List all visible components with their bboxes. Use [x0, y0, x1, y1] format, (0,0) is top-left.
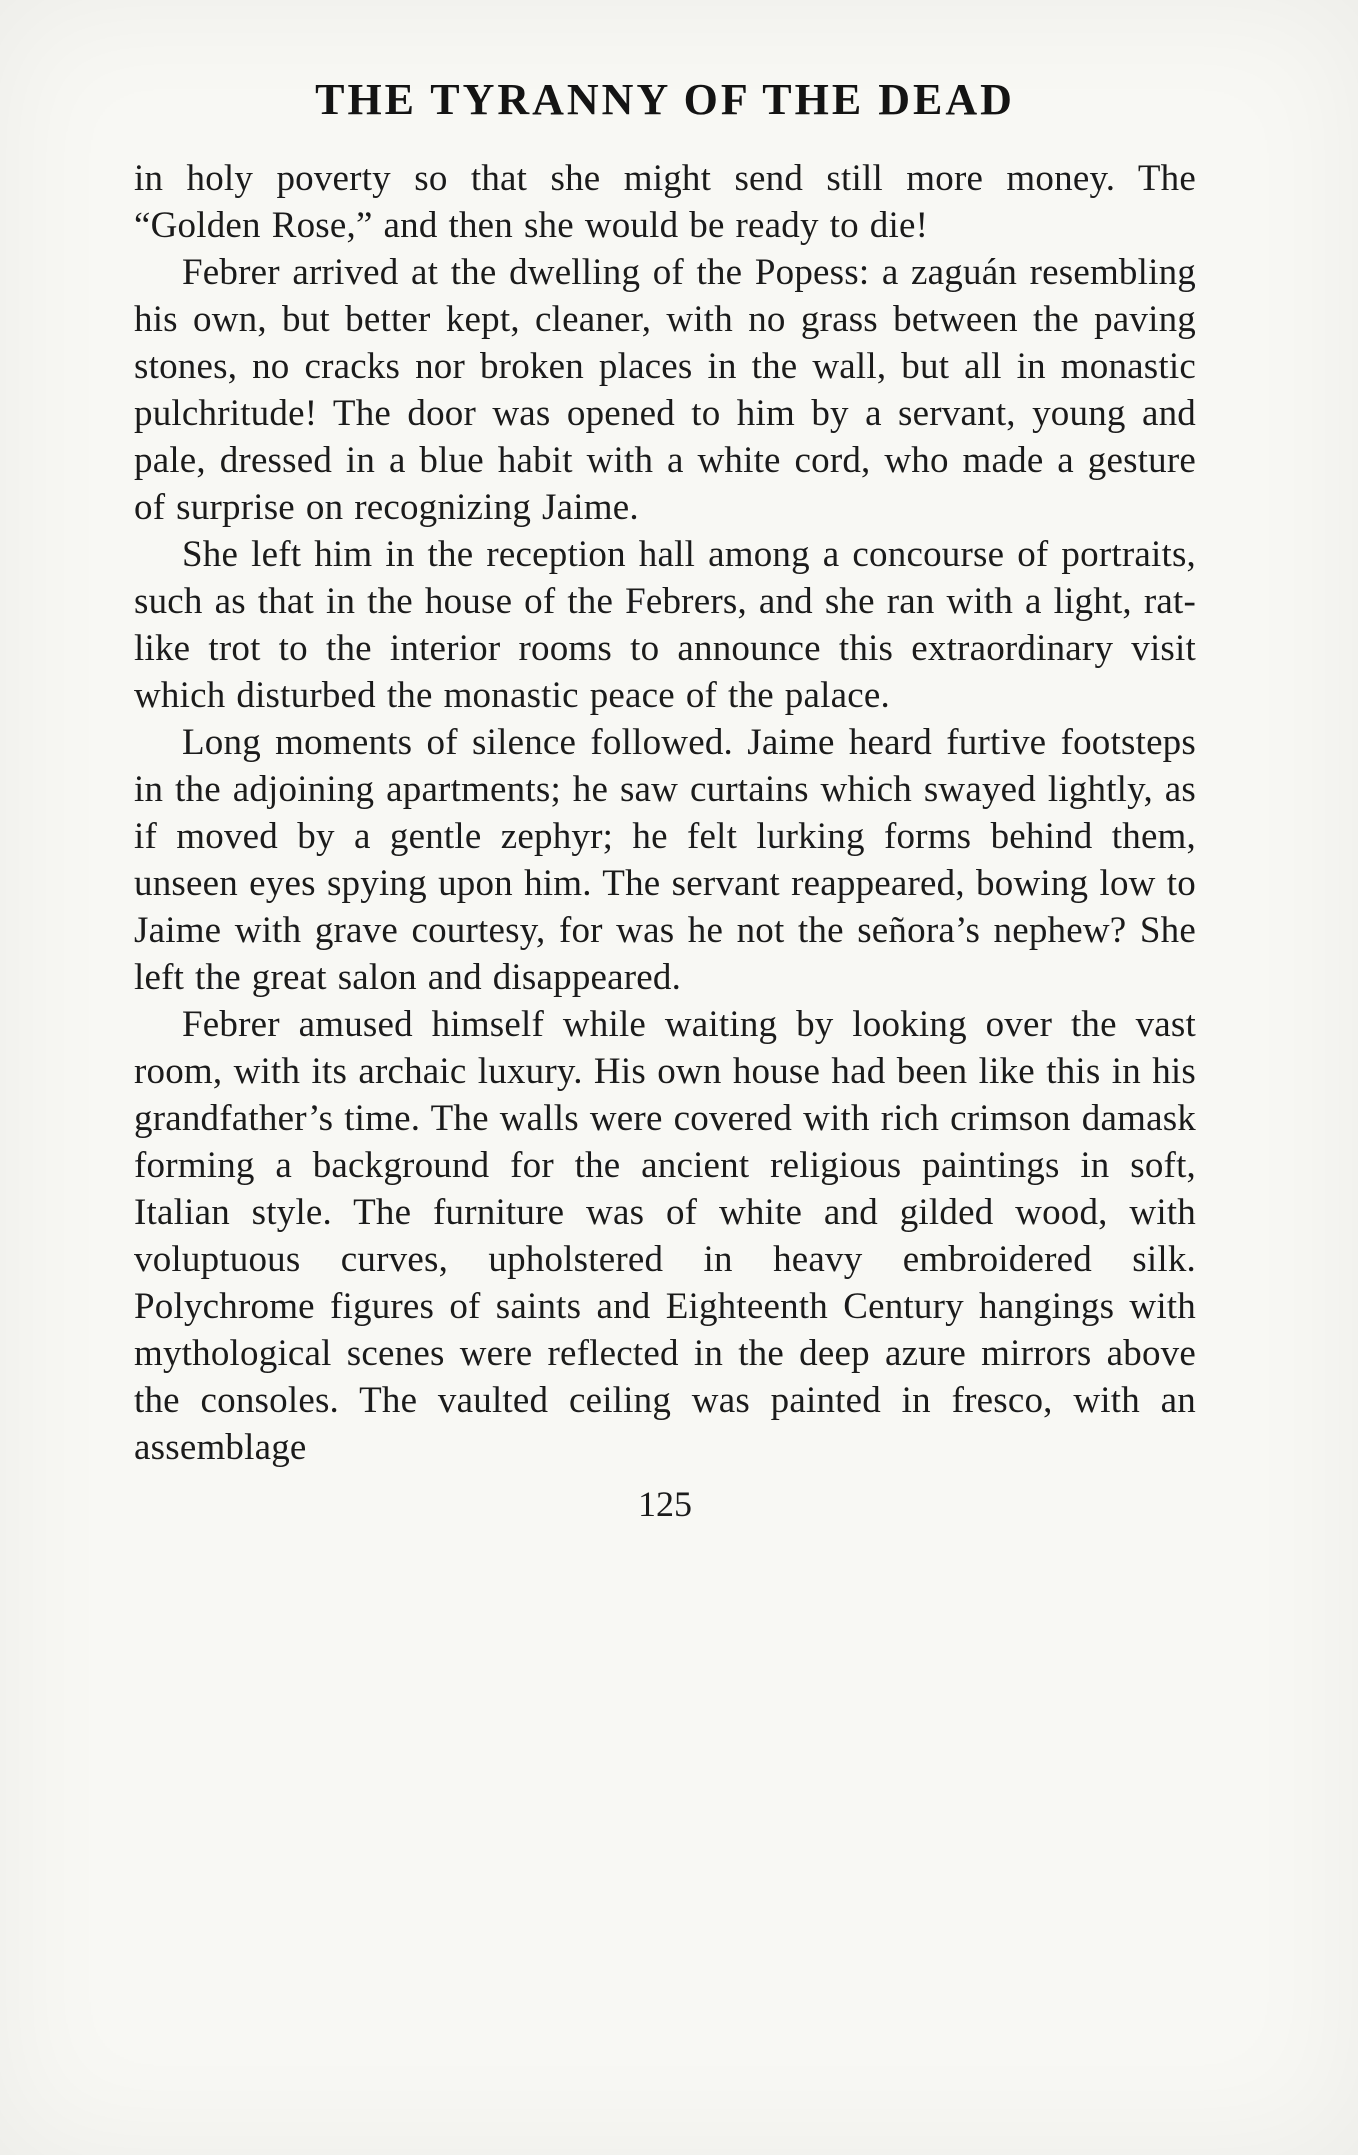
paragraph: in holy poverty so that she might send still more money. The “Golden Rose,” and then she would be ready to die!: [134, 158, 1196, 246]
text-column: [134, 74, 1196, 1525]
paragraph: Febrer amused himself while waiting by looking over the vast room, with its archaic luxury. His own house had been like this in his grandfather’s time. The walls were covered with rich crimson damask forming a background for the ancient religious paintings in soft, Italian style. The furniture was of white and gilded wood, with voluptuous curves, upholstered in heavy embroidered silk. Polychrome figures of saints and Eighteenth Century hangings with mythological scenes were reflected in the deep azure mirrors above the consoles. The vaulted ceiling was painted in fresco, with an assemblage: [134, 1004, 1196, 1468]
page-number: 125: [638, 1484, 692, 1524]
page-title: THE TYRANNY OF THE DEAD: [315, 75, 1015, 124]
paragraph: Febrer arrived at the dwelling of the Popess: a zaguán resembling his own, but better kept, cleaner, with no grass between the paving stones, no cracks nor broken places in the wall, but all in monastic pulchritude! The door was opened to him by a servant, young and pale, dressed in a blue habit with a white cord, who made a gesture of surprise on recognizing Jaime.: [134, 252, 1196, 528]
paragraph: Long moments of silence followed. Jaime heard furtive footsteps in the adjoining apartments; he saw curtains which swayed lightly, as if moved by a gentle zephyr; he felt lurking forms behind them, unseen eyes spying upon him. The servant reappeared, bowing low to Jaime with grave courtesy, for was he not the señora’s nephew? She left the great salon and disappeared.: [134, 722, 1196, 998]
paragraph: She left him in the reception hall among a concourse of portraits, such as that in the house of the Febrers, and she ran with a light, rat-like trot to the interior rooms to announce this extraordinary visit which disturbed the monastic peace of the palace.: [134, 534, 1196, 716]
